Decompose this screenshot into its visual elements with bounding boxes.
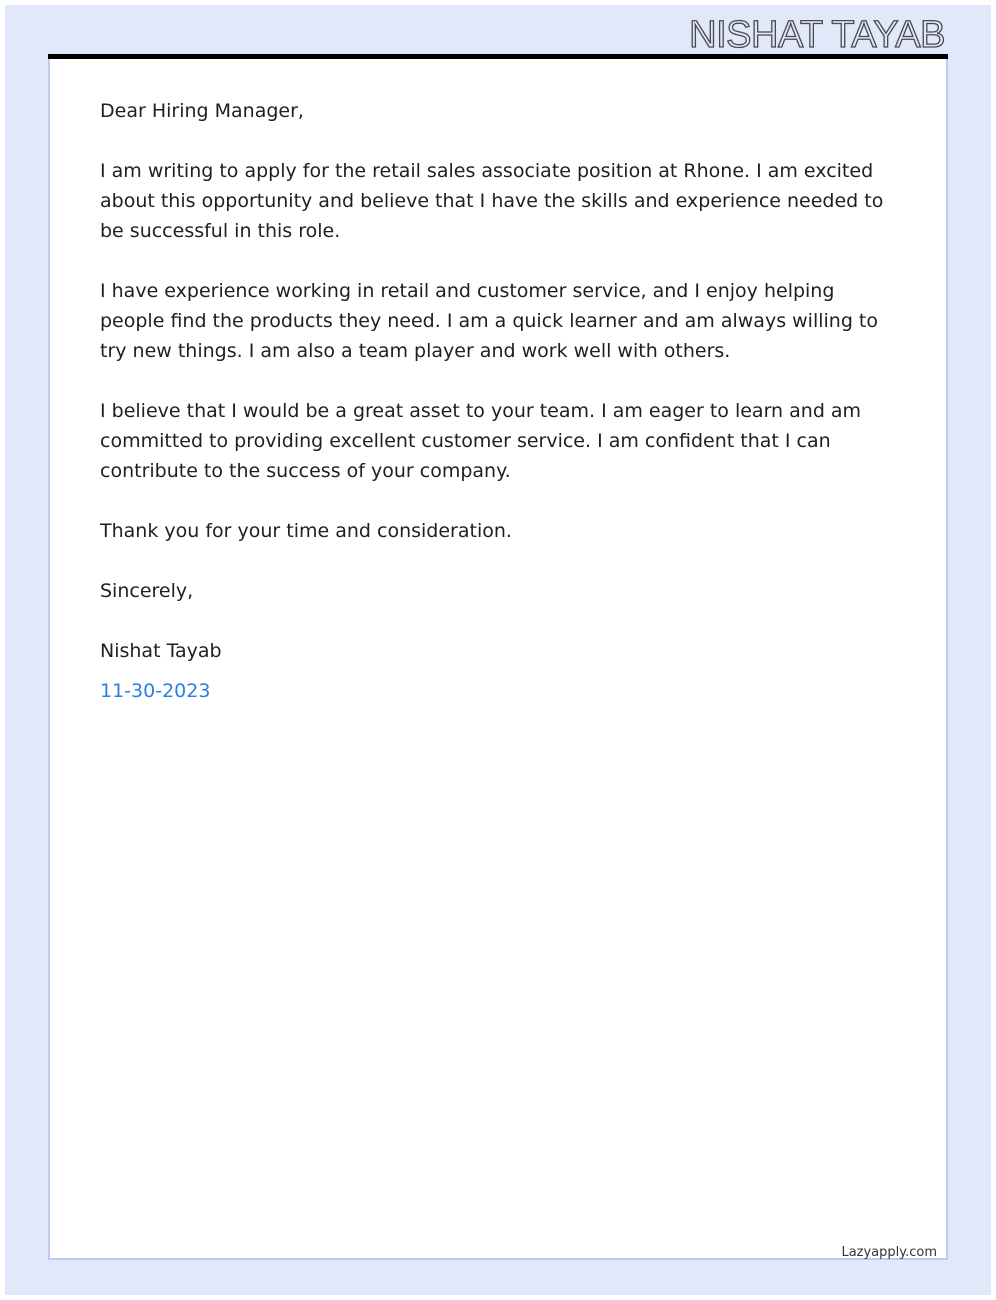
letter-paragraph: I have experience working in retail and customer service, and I enjoy helping people find the products they need. I am a quick learner and am always willing to try new things. I am also a team player and work well with others. (100, 280, 879, 362)
letter-paragraph: Thank you for your time and consideration. (100, 520, 512, 542)
signature: Nishat Tayab (100, 640, 222, 662)
cover-letter-body (100, 96, 900, 736)
applicant-name-header: NISHAT TAYAB (689, 14, 945, 56)
letter-paragraph: I believe that I would be a great asset to your team. I am eager to learn and am committed to providing excellent customer service. I am confident that I can contribute to the success of your company. (100, 400, 862, 482)
letter-paragraph: I am writing to apply for the retail sales associate position at Rhone. I am excited about this opportunity and believe that I have the skills and experience needed to be successful in this role. (100, 160, 884, 242)
salutation: Dear Hiring Manager, (100, 100, 304, 122)
closing: Sincerely, (100, 580, 194, 602)
letter-date: 11-30-2023 (100, 680, 211, 702)
watermark-footer: Lazyapply.com (841, 1245, 937, 1260)
